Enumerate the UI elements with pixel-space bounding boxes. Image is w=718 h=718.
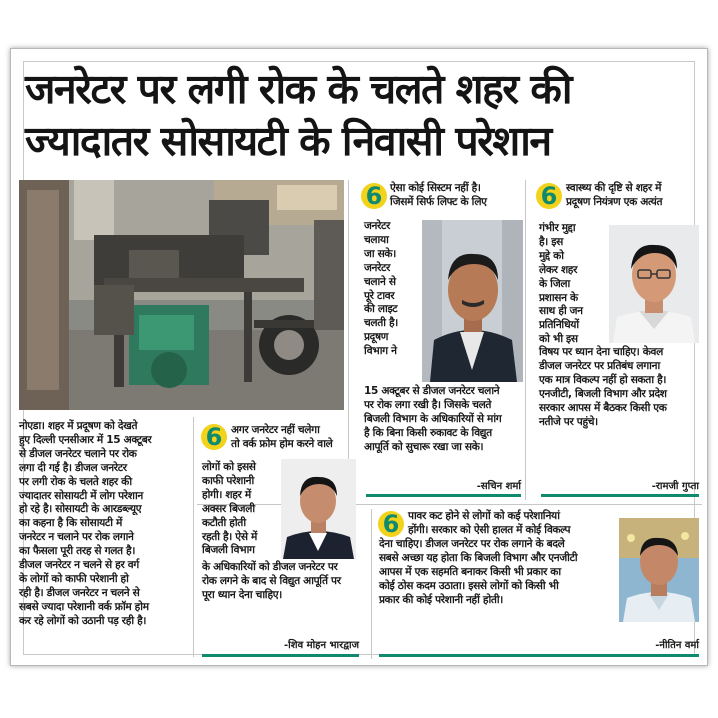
byline-rule xyxy=(202,654,359,657)
quote-line: 15 अक्टूबर से डीजल जनरेटर चलाने xyxy=(364,385,500,397)
quote-sachin-head xyxy=(390,182,520,210)
article-line: रही है। डीजल जनरेटर न चलने से xyxy=(19,586,140,599)
newspaper-clipping xyxy=(10,48,708,666)
quote-ramji-full xyxy=(539,346,704,429)
article-line: सबसे ज्यादा परेशानी वर्क फ्रॉम होम xyxy=(19,600,149,613)
quote-line: गंभीर मुद्दा xyxy=(539,222,576,234)
quote-line: तो वर्क फ्रोम होम करने वाले xyxy=(231,437,333,450)
svg-text:6: 6 xyxy=(205,423,223,451)
quote-line: प्रदूषण xyxy=(364,331,389,344)
quote-ramji-side xyxy=(539,222,609,347)
quote-line: विभाग ने xyxy=(364,345,397,358)
article-line: डीजल जनरेटर न चलने से हर वर्ग xyxy=(19,559,139,572)
quote-line: प्रदूषण नियंत्रण एक अत्यंत xyxy=(566,195,663,208)
quote-line: जा सके। xyxy=(364,247,396,260)
quote-line: लेकर शहर xyxy=(539,263,578,276)
quote-line: के अधिकारियों को डीजल जनरेटर पर xyxy=(202,561,338,573)
article-line: ज्यादातर सोसायटी में लोग परेशान xyxy=(19,489,143,502)
quote-line: जनरेटर xyxy=(364,261,390,274)
quote-line: डीजल जनरेटर पर प्रतिबंध लगाना xyxy=(539,359,660,372)
article-line: हो रहे है। सोसायटी के आरडब्ल्यूए xyxy=(19,503,142,516)
quote-line: काफी परेशानी xyxy=(202,474,254,487)
quote-line: प्रतिनिधियों xyxy=(539,319,579,332)
quote-six-icon xyxy=(200,423,228,451)
quote-line: सबसे अच्छा यह होता कि बिजली विभाग और एनजीटी xyxy=(379,551,578,564)
quote-line: प्रशासन के xyxy=(539,291,578,304)
quote-line: ऐसा कोई सिस्टम नहीं है। xyxy=(390,182,481,194)
quote-line: है। इस xyxy=(539,235,563,248)
article-line: का फैसला पूरी तरह से गलत है। xyxy=(19,545,135,558)
quote-line: आपूर्ति को सुचारू रखा जा सके। xyxy=(364,440,484,453)
quote-six-icon xyxy=(535,182,563,210)
column-separator xyxy=(193,417,194,657)
quote-line: प्रकार की कोई परेशानी नहीं होती। xyxy=(379,593,503,606)
quote-line: कटौती होती xyxy=(202,516,246,529)
article-line: लगा दी गई है। डीजल जनरेटर xyxy=(19,461,127,474)
quote-line: विषय पर ध्यान देना चाहिए। केवल xyxy=(539,346,663,358)
svg-text:6: 6 xyxy=(540,182,558,210)
quote-line: के जिला xyxy=(539,277,570,290)
quote-sachin-full xyxy=(364,385,526,455)
article-line: हुए दिल्ली एनसीआर में 15 अक्टूबर xyxy=(19,433,152,446)
quote-line: अक्सर बिजली xyxy=(202,502,255,515)
quote-line: है कि बिना किसी रुकावट के विद्युत xyxy=(364,426,492,439)
portrait-nitin-verma xyxy=(619,518,699,622)
quote-line: मुद्दे को xyxy=(539,249,564,262)
svg-text:6: 6 xyxy=(382,510,400,538)
quote-shiv-side xyxy=(202,461,280,558)
quote-shiv-full xyxy=(202,561,367,603)
article-line: के लोगों को काफी परेशानी हो xyxy=(19,572,129,585)
article-line: जनरेटर न चलाने पर रोक लगाने xyxy=(19,531,134,544)
quote-line: कोई ठोस कदम उठाता। इससे लोगों को किसी भी xyxy=(379,579,559,592)
main-article xyxy=(19,420,191,629)
quote-line: पूरे टावर xyxy=(364,289,395,302)
quote-six-icon xyxy=(377,510,405,538)
article-line: नोएडा। शहर में प्रदूषण को देखते xyxy=(19,420,138,432)
quote-line: आपस में एक सहमति बनाकर किसी भी प्रकार का xyxy=(379,565,561,578)
portrait-shiv-mohan-bhardwaj xyxy=(281,459,356,559)
headline-line-1: जनरेटर पर लगी रोक के चलते शहर की xyxy=(25,65,571,113)
quote-line: को भी इस xyxy=(539,333,578,346)
quote-line: स्वास्थ्य की दृष्टि से शहर में xyxy=(566,182,662,194)
article-line: कर रहे लोगों को उठानी पड़ रही है। xyxy=(19,614,147,627)
byline-sachin-sharma: -सचिन शर्मा xyxy=(476,481,521,492)
byline-ramji-gupta: -रामजी गुप्ता xyxy=(651,481,699,492)
svg-text:6: 6 xyxy=(365,182,383,210)
article-line: से डीजल जनरेटर चलाने पर रोक xyxy=(19,447,137,460)
quote-line: की लाइट xyxy=(364,303,398,316)
quote-line: चलती है। xyxy=(364,317,398,330)
quote-line: अगर जनरेटर नहीं चलेगा xyxy=(231,424,320,436)
byline-rule xyxy=(379,654,699,657)
quote-ramji-head xyxy=(566,182,706,210)
quote-line: होंगी। सरकार को ऐसी हालत में कोई विकल्प xyxy=(408,523,571,536)
quote-line: लोगों को इससे xyxy=(202,461,256,473)
quote-line: पावर कट होने से लोगों को कई परेशानियां xyxy=(408,510,560,522)
quote-line: चलाया xyxy=(364,233,389,246)
generator-illustration xyxy=(19,180,344,410)
article-line: पर लगी रोक के चलते शहर की xyxy=(19,475,132,488)
column-separator xyxy=(348,180,349,500)
quote-line: जनरेटर xyxy=(364,220,390,232)
quote-sachin-side xyxy=(364,220,422,359)
portrait-sachin-sharma xyxy=(422,220,523,382)
quote-line: रहती है। ऐसे में xyxy=(202,530,257,543)
quote-line: रोक लगने के बाद से विद्युत आपूर्ति पर xyxy=(202,574,341,587)
quote-line: पूरा ध्यान देना चाहिए। xyxy=(202,588,282,601)
quote-line: जिसमें सिर्फ लिफ्ट के लिए xyxy=(390,195,487,208)
quote-line: होगी। शहर में xyxy=(202,488,251,501)
quote-line: साथ ही जन xyxy=(539,305,583,318)
quote-line: देना चाहिए। डीजल जनरेटर पर रोक लगाने के बदले xyxy=(379,538,565,550)
byline-shiv-mohan-bhardwaj: -शिव मोहन भारद्वाज xyxy=(284,640,359,651)
byline-rule xyxy=(541,494,699,497)
portrait-ramji-gupta xyxy=(609,225,699,343)
article-line: का कहना है कि सोसायटी में xyxy=(19,517,122,530)
column-separator xyxy=(371,509,372,659)
quote-line: एनजीटी, बिजली विभाग और प्रदेश xyxy=(539,387,667,400)
quote-line: चलाने से xyxy=(364,275,396,288)
generator-photo xyxy=(19,180,344,410)
quote-shiv-head xyxy=(231,424,366,452)
quote-line: बिजली विभाग xyxy=(202,544,255,557)
quote-nitin-full xyxy=(379,538,619,608)
headline-line-2: ज्यादातर सोसायटी के निवासी परेशान xyxy=(25,117,551,165)
quote-line: एक मात्र विकल्प नहीं हो सकता है। xyxy=(539,373,667,386)
quote-nitin-head xyxy=(408,510,618,538)
quote-line: नतीजे पर पहुंचे। xyxy=(539,415,598,428)
byline-nitin-verma: -नीतिन वर्मा xyxy=(655,640,699,651)
byline-rule xyxy=(366,494,521,497)
quote-six-icon xyxy=(360,182,388,210)
quote-line: पर रोक लगा रखी है। जिसके चलते xyxy=(364,398,492,411)
quote-line: सरकार आपस में बैठकर किसी एक xyxy=(539,401,667,414)
quote-line: बिजली विभाग के अधिकारियों से मांग xyxy=(364,412,502,425)
headline xyxy=(25,63,685,167)
